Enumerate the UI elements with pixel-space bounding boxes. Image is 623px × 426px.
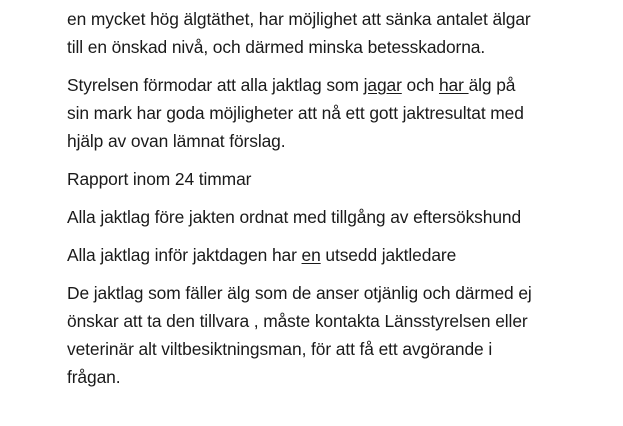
text-line: Rapport inom 24 timmar xyxy=(67,169,252,189)
text-segment: älg på xyxy=(468,75,516,95)
text-segment: utsedd jaktledare xyxy=(320,245,457,265)
text-line: frågan. xyxy=(67,367,121,387)
paragraph-tracking-dog xyxy=(67,203,612,231)
text-line: hjälp av ovan lämnat förslag. xyxy=(67,131,286,151)
text-line: önskar att ta den tillvara , måste kontakta Länsstyrelsen eller xyxy=(67,311,528,331)
text-line: veterinär alt viltbesiktningsman, för att få ett avgörande i xyxy=(67,339,493,359)
paragraph-hunt-leader xyxy=(67,241,612,269)
paragraph-unfit-moose xyxy=(67,279,612,391)
underlined-word-jagar: jagar xyxy=(363,75,402,95)
document-body xyxy=(67,5,612,401)
text-line: sin mark har goda möjligheter att nå ett gott jaktresultat med xyxy=(67,103,524,123)
text-line: Alla jaktlag före jakten ordnat med tillgång av eftersökshund xyxy=(67,207,522,227)
text-segment: och xyxy=(401,75,439,95)
text-line: De jaktlag som fäller älg som de anser otjänlig och därmed ej xyxy=(67,283,532,303)
text-segment: Alla jaktlag inför jaktdagen har xyxy=(67,245,302,265)
paragraph-board-assumption xyxy=(67,71,612,155)
underlined-word-en: en xyxy=(301,245,321,265)
text-line xyxy=(67,241,612,269)
text-segment: Styrelsen förmodar att alla jaktlag som xyxy=(67,75,364,95)
text-line: en mycket hög älgtäthet, har möjlighet att sänka antalet älgar xyxy=(67,9,531,29)
underlined-word-har: har xyxy=(438,75,469,95)
paragraph-moose-density xyxy=(67,5,612,61)
text-line xyxy=(67,71,612,99)
paragraph-report-deadline xyxy=(67,165,612,193)
text-line: till en önskad nivå, och därmed minska betesskadorna. xyxy=(67,37,486,57)
